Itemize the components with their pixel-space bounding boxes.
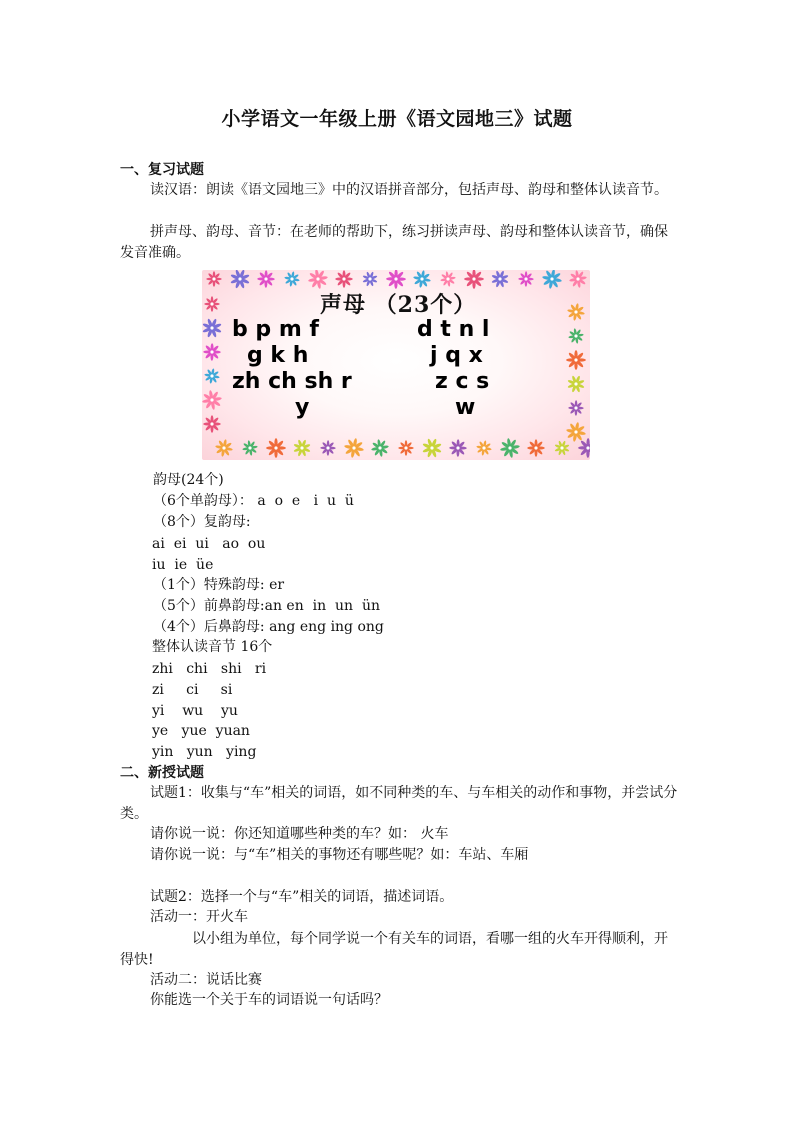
page-title: 小学语文一年级上册《语文园地三》试题 — [221, 108, 573, 130]
flower-icon — [567, 303, 585, 321]
banner-title: 声母 （23个） — [320, 292, 477, 318]
flower-icon — [422, 438, 442, 458]
flower-icon — [362, 271, 377, 286]
flower-icon — [266, 438, 286, 458]
flower-icon — [566, 350, 586, 370]
flower-icon — [344, 438, 364, 458]
banner-row-3-right: z c s — [435, 369, 490, 394]
banner-row-2-left: g k h — [247, 343, 309, 368]
finals-back-nasal: （4个）后鼻韵母: ang eng ing ong — [153, 619, 384, 635]
flower-icon — [202, 390, 222, 410]
flower-icon — [566, 422, 586, 442]
flower-icon — [567, 375, 584, 392]
flower-icon — [204, 368, 220, 384]
flower-icon — [527, 439, 545, 457]
finals-compound-row-1: ai ei ui ao ou — [152, 536, 266, 552]
flower-icon — [215, 439, 233, 457]
flower-icon — [568, 400, 583, 415]
syllables-row-4: ye yue yuan — [152, 723, 250, 739]
syllables-row-3: yi wu yu — [152, 703, 238, 719]
flower-icon — [398, 440, 413, 455]
flower-icon — [371, 439, 389, 457]
question-1-prompt-b: 请你说一说：与“车”相关的事物还有哪些呢？如：车站、车厢 — [150, 847, 529, 863]
question-1: 试题1：收集与“车”相关的词语，如不同种类的车、与车相关的动作和事物，并尝试分类。 — [120, 785, 678, 822]
finals-heading: 韵母(24个) — [153, 472, 224, 488]
flower-icon — [386, 270, 406, 289]
finals-special: （1个）特殊韵母: er — [153, 577, 285, 593]
banner-row-4-left: y — [295, 395, 310, 420]
banner-row-3-left: zh ch sh r — [232, 369, 352, 394]
flower-icon — [204, 296, 219, 311]
question-1-prompt-a: 请你说一说：你还知道哪些种类的车？如： 火车 — [150, 826, 449, 842]
flower-icon — [335, 270, 353, 288]
syllables-heading: 整体认读音节 16个 — [152, 639, 273, 655]
flower-icon — [542, 270, 562, 289]
activity-2-question: 你能选一个关于车的词语说一句话吗？ — [150, 992, 388, 1008]
finals-compound-label: （8个）复韵母: — [153, 514, 251, 530]
flower-icon — [568, 328, 584, 344]
flower-icon — [203, 343, 221, 361]
section-1-paragraph-2: 拼声母、韵母、音节：在老师的帮助下，练习拼读声母、韵母和整体认读音节，确保发音准确。 — [120, 224, 668, 261]
activity-1-title: 活动一：开火车 — [150, 909, 248, 925]
syllables-row-1: zhi chi shi ri — [152, 661, 267, 677]
flower-icon — [464, 270, 484, 289]
syllables-row-2: zi ci si — [152, 682, 233, 698]
flower-icon — [320, 440, 335, 455]
flower-icon — [500, 438, 520, 458]
finals-compound-row-2: iu ie üe — [152, 557, 214, 573]
flower-icon — [413, 270, 431, 288]
flower-icon — [518, 271, 533, 286]
flower-icon — [203, 415, 221, 433]
flower-icon — [449, 439, 467, 457]
banner-row-4-right: w — [455, 395, 476, 420]
banner-row-1-right: d t n l — [417, 317, 490, 342]
finals-front-nasal: （5个）前鼻韵母:an en in un ün — [153, 598, 381, 614]
flower-icon — [554, 440, 569, 455]
flower-icon — [293, 439, 310, 456]
flower-icon — [202, 318, 222, 338]
flower-icon — [242, 440, 258, 456]
flower-icon — [491, 270, 508, 287]
activity-2-title: 活动二：说话比赛 — [150, 972, 262, 988]
flower-icon — [476, 440, 492, 456]
flower-icon — [308, 270, 328, 289]
question-2: 试题2：选择一个与“车”相关的词语，描述词语。 — [150, 889, 454, 905]
section-2-heading: 二、新授试题 — [120, 765, 204, 781]
initials-banner-image — [202, 270, 590, 460]
section-1-heading: 一、复习试题 — [120, 162, 204, 178]
flower-icon — [257, 270, 275, 288]
activity-1-description: 以小组为单位，每个同学说一个有关车的词语，看哪一组的火车开得顺利，开得快! — [120, 931, 668, 968]
flower-icon — [578, 438, 590, 458]
flower-icon — [440, 271, 456, 287]
flower-icon — [230, 270, 250, 289]
flower-icon — [569, 270, 587, 288]
section-1-paragraph-1: 读汉语：朗读《语文园地三》中的汉语拼音部分，包括声母、韵母和整体认读音节。 — [150, 182, 668, 198]
flower-icon — [206, 271, 221, 286]
banner-row-2-right: j q x — [430, 343, 483, 368]
flower-icon — [284, 271, 300, 287]
finals-single: （6个单韵母）： a o e i u ü — [153, 493, 354, 509]
syllables-row-5: yin yun ying — [152, 744, 257, 760]
banner-row-1-left: b p m f — [232, 317, 319, 342]
